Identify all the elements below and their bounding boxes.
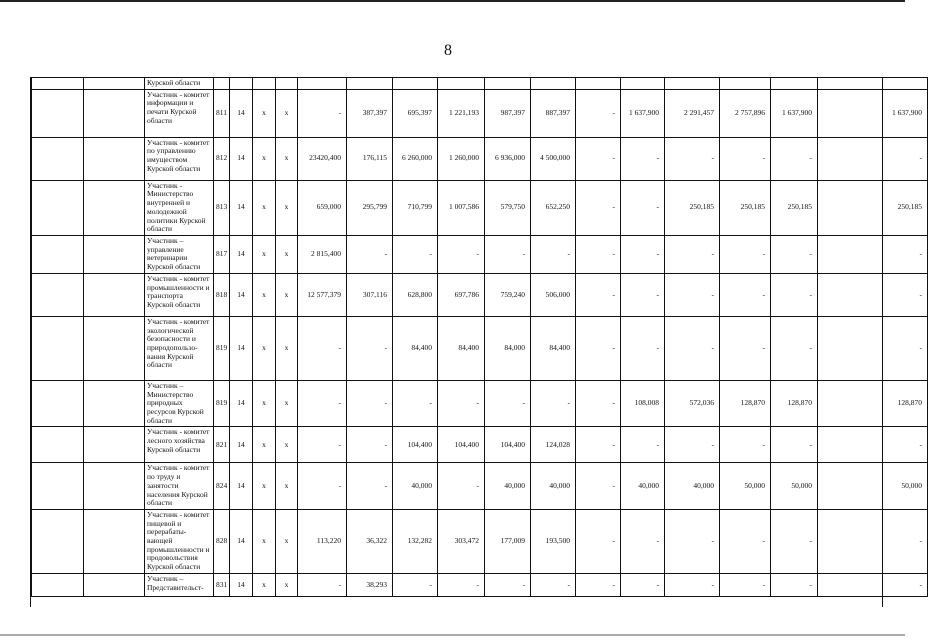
grbs-code-cell: 819 — [214, 316, 230, 380]
amount-cell: - — [438, 380, 485, 427]
table-row — [32, 463, 928, 510]
amount-cell — [347, 78, 393, 90]
participant-name-cell: Участник – Представительст- — [145, 573, 214, 596]
amount-cell: - — [298, 573, 347, 596]
amount-cell: 84,400 — [393, 316, 438, 380]
grbs-code-cell: 828 — [214, 509, 230, 573]
amount-cell: 84,400 — [438, 316, 485, 380]
empty-cell-program — [32, 509, 84, 573]
amount-cell: 40,000 — [531, 463, 576, 510]
amount-cell: 697,786 — [438, 273, 485, 316]
amount-cell — [576, 78, 621, 90]
amount-cell: - — [818, 573, 928, 596]
expense-type-cell: х — [276, 273, 298, 316]
amount-cell: 124,028 — [531, 427, 576, 463]
amount-cell: 887,397 — [531, 89, 576, 137]
amount-cell: - — [298, 463, 347, 510]
amount-cell: 2 815,400 — [298, 235, 347, 273]
amount-cell: - — [818, 316, 928, 380]
target-article-cell — [253, 78, 276, 90]
amount-cell: - — [818, 509, 928, 573]
participant-name-cell: Участник – управление ветеринарии Курской области — [145, 235, 214, 273]
amount-cell — [621, 78, 665, 90]
participant-name-cell: Участник - комитет пищевой и перерабаты-вающей промышленности и продовольствия Курской области — [145, 509, 214, 573]
target-article-cell: х — [253, 180, 276, 235]
amount-cell: - — [720, 509, 771, 573]
amount-cell: - — [621, 137, 665, 180]
amount-cell: - — [576, 316, 621, 380]
amount-cell: 250,185 — [665, 180, 720, 235]
amount-cell: 40,000 — [665, 463, 720, 510]
amount-cell: - — [720, 137, 771, 180]
amount-cell: - — [665, 235, 720, 273]
amount-cell: - — [347, 427, 393, 463]
amount-cell: 113,220 — [298, 509, 347, 573]
empty-cell-program — [32, 78, 84, 90]
amount-cell: - — [576, 89, 621, 137]
amount-cell: - — [621, 573, 665, 596]
amount-cell: 128,870 — [720, 380, 771, 427]
amount-cell: - — [298, 89, 347, 137]
amount-cell: 6 260,000 — [393, 137, 438, 180]
amount-cell: - — [576, 463, 621, 510]
amount-cell: 628,800 — [393, 273, 438, 316]
amount-cell: - — [771, 316, 818, 380]
amount-cell: - — [347, 463, 393, 510]
amount-cell: - — [771, 235, 818, 273]
grbs-code-cell: 821 — [214, 427, 230, 463]
amount-cell — [393, 78, 438, 90]
empty-cell-program — [32, 180, 84, 235]
budget-table-frame — [30, 77, 922, 607]
amount-cell: - — [720, 427, 771, 463]
amount-cell: - — [665, 509, 720, 573]
amount-cell: 6 936,000 — [485, 137, 531, 180]
amount-cell: 12 577,379 — [298, 273, 347, 316]
section-code-cell: 14 — [230, 463, 253, 510]
target-article-cell: х — [253, 316, 276, 380]
table-row — [32, 509, 928, 573]
amount-cell: - — [576, 137, 621, 180]
amount-cell: - — [818, 137, 928, 180]
amount-cell: - — [438, 235, 485, 273]
target-article-cell: х — [253, 427, 276, 463]
amount-cell: 50,000 — [720, 463, 771, 510]
page-number: 8 — [444, 42, 452, 59]
amount-cell: 40,000 — [393, 463, 438, 510]
amount-cell: - — [393, 573, 438, 596]
empty-cell-subprogram — [84, 380, 145, 427]
grbs-code-cell — [214, 78, 230, 90]
amount-cell: - — [531, 235, 576, 273]
amount-cell: 987,397 — [485, 89, 531, 137]
amount-cell: - — [531, 380, 576, 427]
amount-cell: - — [576, 180, 621, 235]
empty-cell-subprogram — [84, 316, 145, 380]
table-row — [32, 137, 928, 180]
amount-cell: 40,000 — [485, 463, 531, 510]
amount-cell: 108,008 — [621, 380, 665, 427]
amount-cell: 387,397 — [347, 89, 393, 137]
amount-cell: 250,185 — [771, 180, 818, 235]
amount-cell: 40,000 — [621, 463, 665, 510]
amount-cell: - — [347, 316, 393, 380]
amount-cell: - — [720, 573, 771, 596]
amount-cell: - — [576, 380, 621, 427]
empty-cell-subprogram — [84, 573, 145, 596]
amount-cell: 23420,400 — [298, 137, 347, 180]
section-code-cell: 14 — [230, 180, 253, 235]
amount-cell: 84,000 — [485, 316, 531, 380]
amount-cell: - — [771, 427, 818, 463]
participant-name-cell: Курской области — [145, 78, 214, 90]
table-row — [32, 89, 928, 137]
amount-cell: 710,799 — [393, 180, 438, 235]
grbs-code-cell: 811 — [214, 89, 230, 137]
amount-cell — [771, 78, 818, 90]
amount-cell: - — [818, 273, 928, 316]
amount-cell: - — [298, 427, 347, 463]
grbs-code-cell: 831 — [214, 573, 230, 596]
expense-type-cell: х — [276, 137, 298, 180]
amount-cell: - — [438, 573, 485, 596]
amount-cell: 652,250 — [531, 180, 576, 235]
empty-cell-subprogram — [84, 463, 145, 510]
empty-cell-subprogram — [84, 180, 145, 235]
bottom-border-line — [0, 634, 905, 636]
amount-cell: 38,293 — [347, 573, 393, 596]
amount-cell: 1 637,900 — [621, 89, 665, 137]
table-row — [32, 78, 928, 90]
amount-cell: - — [665, 427, 720, 463]
amount-cell: - — [298, 380, 347, 427]
budget-table — [31, 77, 928, 597]
section-code-cell: 14 — [230, 509, 253, 573]
amount-cell: - — [771, 573, 818, 596]
amount-cell: - — [720, 235, 771, 273]
empty-cell-subprogram — [84, 235, 145, 273]
table-row — [32, 235, 928, 273]
section-code-cell: 14 — [230, 273, 253, 316]
amount-cell: 307,116 — [347, 273, 393, 316]
amount-cell — [720, 78, 771, 90]
empty-cell-program — [32, 380, 84, 427]
amount-cell: - — [771, 137, 818, 180]
empty-cell-program — [32, 235, 84, 273]
amount-cell: 1 637,900 — [771, 89, 818, 137]
amount-cell: - — [576, 273, 621, 316]
amount-cell: 695,397 — [393, 89, 438, 137]
grbs-code-cell: 819 — [214, 380, 230, 427]
amount-cell: - — [576, 509, 621, 573]
amount-cell: - — [438, 463, 485, 510]
amount-cell: 2 291,457 — [665, 89, 720, 137]
section-code-cell: 14 — [230, 427, 253, 463]
expense-type-cell: х — [276, 463, 298, 510]
participant-name-cell: Участник - комитет информации и печати Курской области — [145, 89, 214, 137]
empty-cell-program — [32, 427, 84, 463]
participant-name-cell: Участник – Министерство природных ресурсов Курской области — [145, 380, 214, 427]
section-code-cell: 14 — [230, 137, 253, 180]
amount-cell: - — [621, 273, 665, 316]
amount-cell: 4 500,000 — [531, 137, 576, 180]
amount-cell — [485, 78, 531, 90]
expense-type-cell: х — [276, 573, 298, 596]
amount-cell: - — [621, 509, 665, 573]
empty-cell-subprogram — [84, 509, 145, 573]
amount-cell: 50,000 — [818, 463, 928, 510]
empty-cell-program — [32, 316, 84, 380]
amount-cell — [438, 78, 485, 90]
empty-cell-program — [32, 573, 84, 596]
amount-cell: 759,240 — [485, 273, 531, 316]
top-border-line — [0, 0, 905, 2]
amount-cell: - — [665, 573, 720, 596]
amount-cell: 2 757,896 — [720, 89, 771, 137]
amount-cell: 132,282 — [393, 509, 438, 573]
expense-type-cell: х — [276, 180, 298, 235]
target-article-cell: х — [253, 235, 276, 273]
target-article-cell: х — [253, 573, 276, 596]
expense-type-cell: х — [276, 380, 298, 427]
table-row — [32, 427, 928, 463]
table-row — [32, 380, 928, 427]
section-code-cell: 14 — [230, 573, 253, 596]
amount-cell — [298, 78, 347, 90]
participant-name-cell: Участник - комитет по управлению имуществом Курской области — [145, 137, 214, 180]
empty-cell-program — [32, 273, 84, 316]
amount-cell: 579,750 — [485, 180, 531, 235]
amount-cell: - — [771, 273, 818, 316]
target-article-cell: х — [253, 273, 276, 316]
empty-cell-subprogram — [84, 137, 145, 180]
expense-type-cell: х — [276, 427, 298, 463]
grbs-code-cell: 817 — [214, 235, 230, 273]
grbs-code-cell: 818 — [214, 273, 230, 316]
amount-cell: 303,472 — [438, 509, 485, 573]
amount-cell: - — [818, 235, 928, 273]
amount-cell — [531, 78, 576, 90]
target-article-cell: х — [253, 89, 276, 137]
amount-cell: 193,500 — [531, 509, 576, 573]
amount-cell: - — [485, 573, 531, 596]
amount-cell: - — [485, 380, 531, 427]
expense-type-cell: х — [276, 316, 298, 380]
grbs-code-cell: 824 — [214, 463, 230, 510]
table-row — [32, 273, 928, 316]
amount-cell: - — [576, 573, 621, 596]
empty-cell-program — [32, 463, 84, 510]
amount-cell: - — [347, 235, 393, 273]
amount-cell: - — [771, 509, 818, 573]
amount-cell: 104,400 — [393, 427, 438, 463]
amount-cell: - — [576, 427, 621, 463]
amount-cell: - — [393, 235, 438, 273]
amount-cell: - — [665, 273, 720, 316]
expense-type-cell: х — [276, 509, 298, 573]
amount-cell: - — [393, 380, 438, 427]
empty-cell-subprogram — [84, 78, 145, 90]
amount-cell: - — [720, 273, 771, 316]
amount-cell — [818, 78, 928, 90]
amount-cell: 128,870 — [818, 380, 928, 427]
amount-cell: 1 637,900 — [818, 89, 928, 137]
amount-cell: 104,400 — [438, 427, 485, 463]
empty-cell-program — [32, 89, 84, 137]
expense-type-cell — [276, 78, 298, 90]
section-code-cell — [230, 78, 253, 90]
amount-cell: - — [621, 316, 665, 380]
target-article-cell: х — [253, 509, 276, 573]
table-row — [32, 316, 928, 380]
participant-name-cell: Участник - комитет лесного хозяйства Курской области — [145, 427, 214, 463]
empty-cell-subprogram — [84, 427, 145, 463]
participant-name-cell: Участник - комитет промышленности и транспорта Курской области — [145, 273, 214, 316]
section-code-cell: 14 — [230, 235, 253, 273]
table-row — [32, 180, 928, 235]
amount-cell: - — [347, 380, 393, 427]
amount-cell: 1 007,586 — [438, 180, 485, 235]
expense-type-cell: х — [276, 89, 298, 137]
grbs-code-cell: 812 — [214, 137, 230, 180]
amount-cell: 104,400 — [485, 427, 531, 463]
amount-cell: - — [298, 316, 347, 380]
amount-cell: - — [485, 235, 531, 273]
amount-cell: 295,799 — [347, 180, 393, 235]
participant-name-cell: Участник - комитет по труду и занятости населения Курской области — [145, 463, 214, 510]
expense-type-cell: х — [276, 235, 298, 273]
amount-cell: 250,185 — [818, 180, 928, 235]
empty-cell-subprogram — [84, 89, 145, 137]
target-article-cell: х — [253, 463, 276, 510]
participant-name-cell: Участник - Министерство внутренней и молодежной политики Курской области — [145, 180, 214, 235]
amount-cell: 659,000 — [298, 180, 347, 235]
empty-cell-program — [32, 137, 84, 180]
section-code-cell: 14 — [230, 89, 253, 137]
amount-cell: 36,322 — [347, 509, 393, 573]
amount-cell: 128,870 — [771, 380, 818, 427]
amount-cell: - — [818, 427, 928, 463]
target-article-cell: х — [253, 380, 276, 427]
amount-cell: 250,185 — [720, 180, 771, 235]
amount-cell: - — [621, 235, 665, 273]
empty-cell-subprogram — [84, 273, 145, 316]
amount-cell: - — [665, 316, 720, 380]
amount-cell: - — [531, 573, 576, 596]
amount-cell: - — [576, 235, 621, 273]
section-code-cell: 14 — [230, 316, 253, 380]
amount-cell: 50,000 — [771, 463, 818, 510]
amount-cell: 176,115 — [347, 137, 393, 180]
target-article-cell: х — [253, 137, 276, 180]
amount-cell: 572,036 — [665, 380, 720, 427]
amount-cell: 84,400 — [531, 316, 576, 380]
amount-cell: - — [665, 137, 720, 180]
amount-cell: 177,009 — [485, 509, 531, 573]
amount-cell: - — [621, 427, 665, 463]
amount-cell: - — [621, 180, 665, 235]
amount-cell: 506,000 — [531, 273, 576, 316]
amount-cell — [665, 78, 720, 90]
grbs-code-cell: 813 — [214, 180, 230, 235]
amount-cell: - — [720, 316, 771, 380]
section-code-cell: 14 — [230, 380, 253, 427]
amount-cell: 1 260,000 — [438, 137, 485, 180]
participant-name-cell: Участник - комитет экологической безопасности и природопользо-вания Курской области — [145, 316, 214, 380]
table-row — [32, 573, 928, 596]
amount-cell: 1 221,193 — [438, 89, 485, 137]
